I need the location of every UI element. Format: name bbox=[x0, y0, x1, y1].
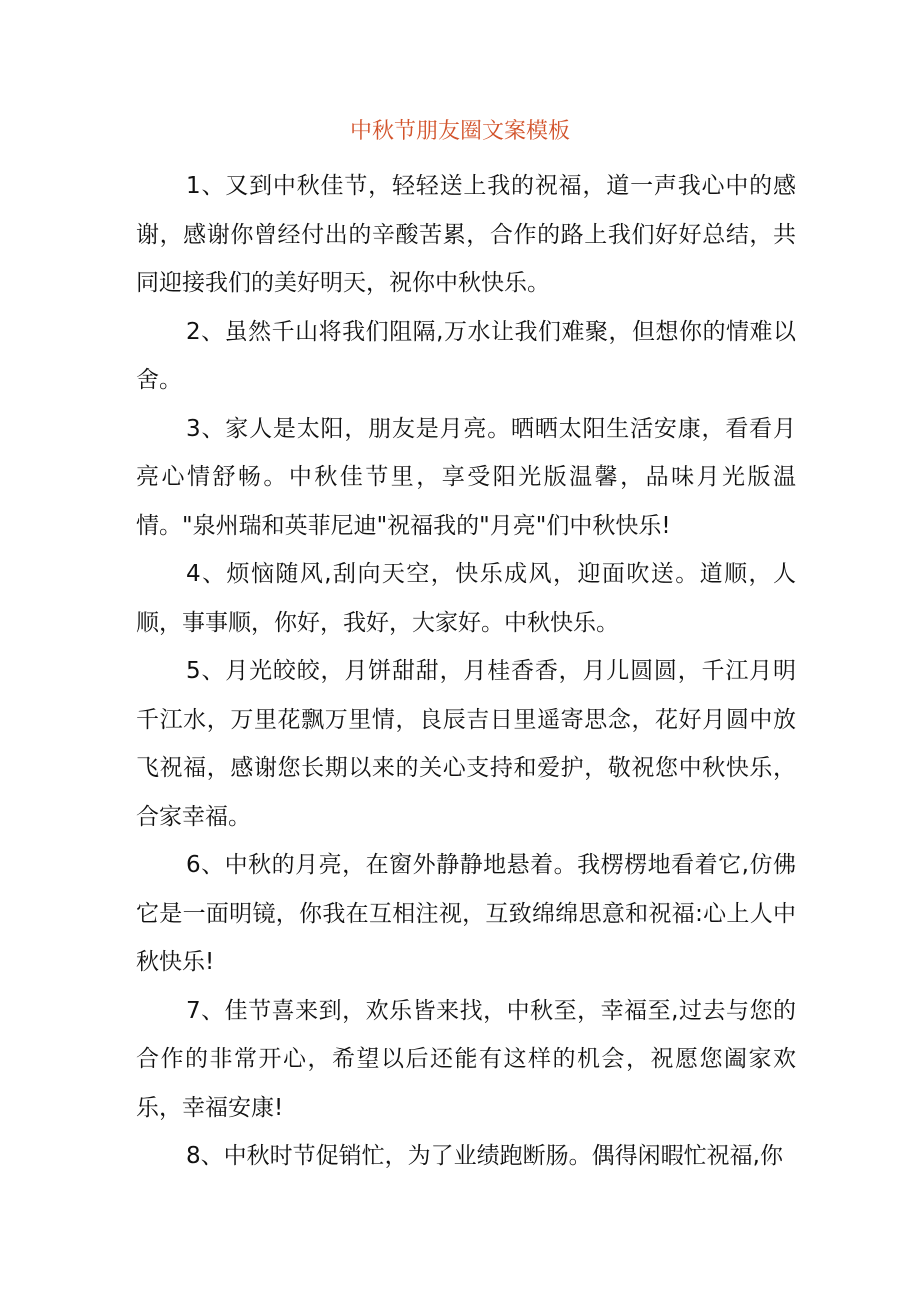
document-body bbox=[136, 162, 796, 1181]
paragraph-5: 5、月光皎皎，月饼甜甜，月桂香香，月儿圆圆，千江月明千江水，万里花飘万里情，良辰吉日里遥寄思念，花好月圆中放飞祝福，感谢您长期以来的关心支持和爱护，敬祝您中秋快乐，合家幸福。 bbox=[136, 658, 796, 830]
paragraph-6: 6、中秋的月亮，在窗外静静地悬着。我楞楞地看着它,仿佛它是一面明镜，你我在互相注视，互致绵绵思意和祝福:心上人中秋快乐! bbox=[136, 852, 796, 975]
paragraph-7: 7、佳节喜来到，欢乐皆来找，中秋至，幸福至,过去与您的合作的非常开心，希望以后还能有这样的机会，祝愿您阖家欢乐，幸福安康! bbox=[136, 997, 796, 1121]
paragraph-8: 8、中秋时节促销忙，为了业绩跑断肠。偶得闲暇忙祝福,你 bbox=[186, 1143, 783, 1169]
paragraph-1: 1、又到中秋佳节，轻轻送上我的祝福，道一声我心中的感谢，感谢你曾经付出的辛酸苦累，合作的路上我们好好总结，共同迎接我们的美好明天，祝你中秋快乐。 bbox=[136, 173, 796, 296]
document-title: 中秋节朋友圈文案模板 bbox=[349, 119, 570, 144]
paragraph-2: 2、虽然千山将我们阻隔,万水让我们难聚，但想你的情难以舍。 bbox=[136, 318, 796, 393]
paragraph-3: 3、家人是太阳，朋友是月亮。晒晒太阳生活安康，看看月亮心情舒畅。中秋佳节里，享受阳光版温馨，品味月光版温情。"泉州瑞和英菲尼迪"祝福我的"月亮"们中秋快乐! bbox=[136, 415, 796, 539]
paragraph-4: 4、烦恼随风,刮向天空，快乐成风，迎面吹送。道顺，人顺，事事顺，你好，我好，大家好。中秋快乐。 bbox=[136, 561, 796, 636]
